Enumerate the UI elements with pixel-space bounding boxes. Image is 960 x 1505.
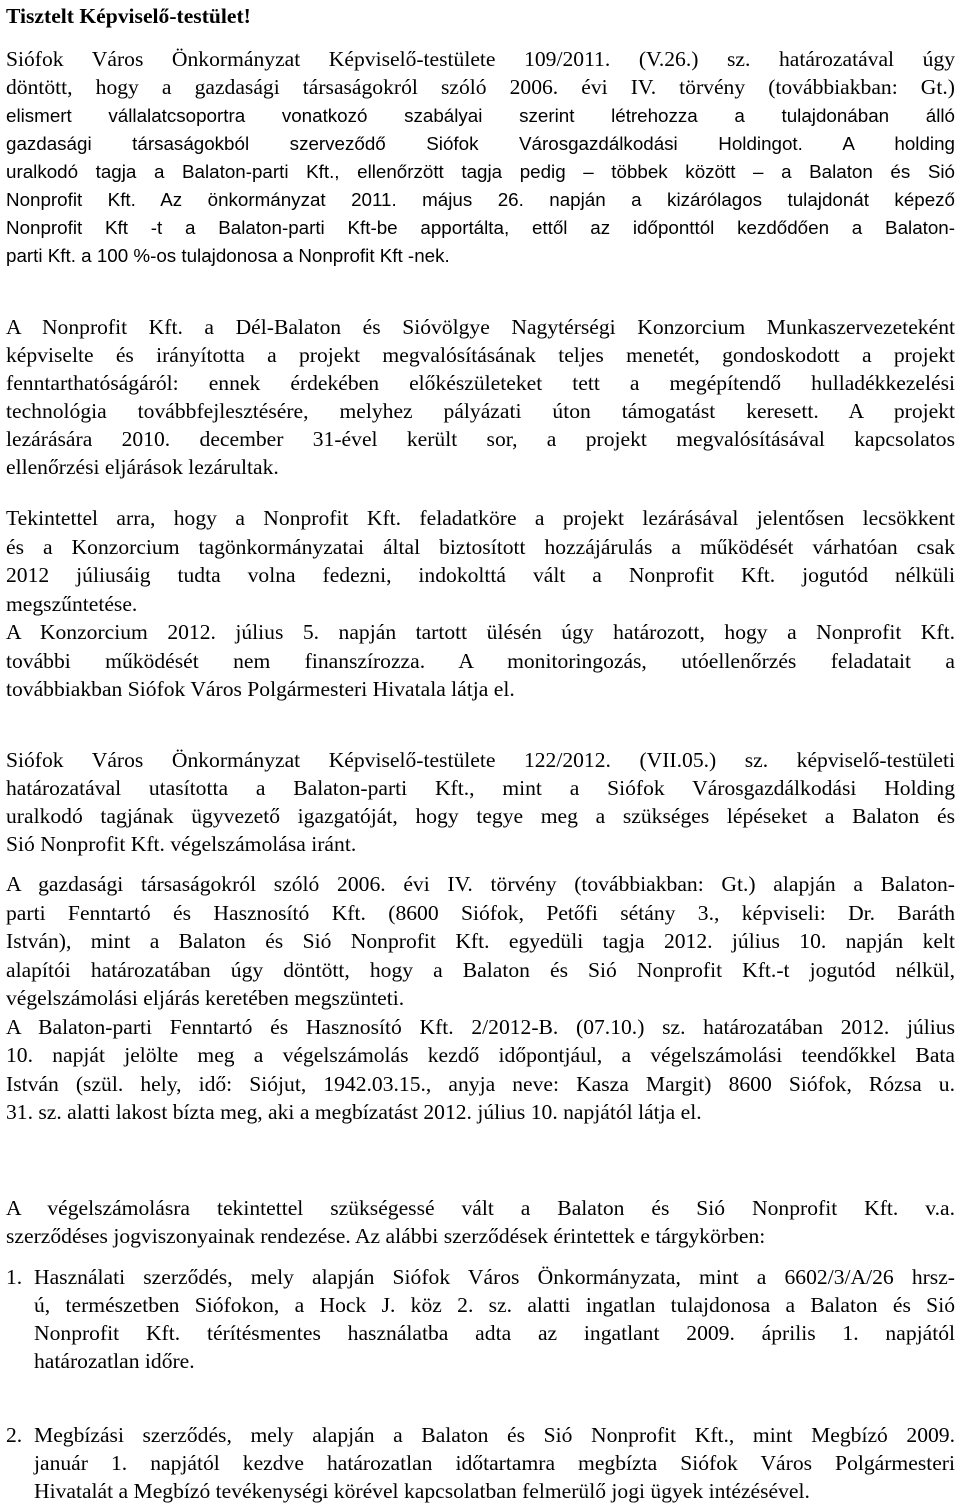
text-line [34, 1319, 955, 1347]
text-segment: döntött, hogy a gazdasági társaságokról szóló 2006. évi IV. törvény (továbbiakban: Gt.) [6, 75, 955, 99]
text-segment: Siófok Város Önkormányzat Képviselő-testülete 122/2012. (VII.05.) sz. képviselő-testületi [6, 748, 955, 772]
text-line [6, 1013, 955, 1041]
text-segment: A Konzorcium 2012. július 5. napján tartott ülésén úgy határozott, hogy a Nonprofit Kft. [6, 620, 955, 644]
text-segment: elismert vállalatcsoportra vonatkozó szabályai szerint létrehozza a tulajdonában álló [6, 105, 955, 126]
list-number: 2. [6, 1423, 23, 1447]
text-segment: parti Fenntartó és Hasznosító Kft. (8600 Siófok, Petőfi sétány 3., képviseli: Dr. Baráth [6, 900, 955, 925]
text-line [6, 369, 955, 397]
text-line [6, 899, 955, 927]
text-line [6, 45, 955, 73]
text-line [6, 157, 955, 185]
text-line [6, 927, 955, 955]
text-line [6, 453, 955, 481]
text-line [6, 313, 955, 341]
text-segment: 2012 júliusáig tudta volna fedezni, indokolttá vált a Nonprofit Kft. jogutód nélküli [6, 563, 955, 587]
text-segment: Nonprofit Kft -t a Balaton-parti Kft-be apportálta, ettől az időponttól kezdődően a Balaton- [6, 217, 955, 238]
text-line [6, 774, 955, 802]
text-segment: gazdasági társaságokból szerveződő Siófok Városgazdálkodási Holdingot. A holding [6, 133, 955, 154]
text-line [6, 956, 955, 984]
text-line [6, 561, 955, 589]
text-line [6, 746, 955, 774]
text-segment: képviselte és irányította a projekt megvalósításának teljes menetét, gondoskodott a projekt [6, 343, 955, 367]
text-line [6, 213, 955, 241]
text-line [34, 1263, 955, 1291]
text-segment: István), mint a Balaton és Sió Nonprofit Kft. egyedüli tagja 2012. július 10. napján kelt [6, 929, 955, 953]
text-line [6, 185, 955, 213]
text-segment: uralkodó tagjának ügyvezető igazgatóját, hogy tegye meg a szükséges lépéseket a Balaton és [6, 804, 955, 828]
text-line [6, 647, 955, 675]
text-line [6, 341, 955, 369]
text-line [6, 1041, 955, 1069]
text-segment: napján a kizárólagos tulajdonát képező [549, 189, 955, 210]
text-line [6, 1194, 955, 1222]
text-line [6, 802, 955, 830]
text-segment: határozatlan időre. [34, 1349, 195, 1373]
text-segment: határozatával utasította a Balaton-parti Kft., mint a Siófok Városgazdálkodási Holding [6, 776, 955, 800]
text-segment: szerződéses jogviszonyainak rendezése. Az alábbi szerződések érintettek e tárgykörben: [6, 1224, 766, 1248]
text-line [34, 1449, 955, 1477]
text-segment: megszűntetése. [6, 591, 138, 616]
text-line [34, 1477, 955, 1505]
text-segment: parti Kft. a 100 %-os tulajdonosa a Nonprofit Kft -nek. [6, 245, 450, 266]
text-segment: A Nonprofit Kft. a Dél-Balaton és Sióvölgye Nagytérségi Konzorcium Munkaszervezeteként [6, 315, 955, 339]
document-greeting: Tisztelt Képviselő-testület! [6, 4, 251, 28]
text-segment: Tekintettel arra, hogy a Nonprofit Kft. feladatköre a projekt lezárásával jelentősen lecsökkent [6, 506, 955, 530]
text-segment: Sió Nonprofit Kft. végelszámolása iránt. [6, 832, 357, 856]
text-line [34, 1421, 955, 1449]
text-line [34, 1291, 955, 1319]
text-segment: uralkodó tagja a Balaton-parti Kft., ellenőrzött tagja pedig – többek között – a Balaton és Sió [6, 161, 955, 182]
text-segment: végelszámolási eljárás keretében megszünteti. [6, 986, 405, 1010]
text-line [6, 504, 955, 532]
text-line [6, 533, 955, 561]
text-segment: A végelszámolásra tekintettel szükségessé vált a Balaton és Sió Nonprofit Kft. v.a. [6, 1196, 955, 1220]
text-segment: továbbiakban Siófok Város Polgármesteri Hivatala látja el. [6, 677, 515, 701]
text-segment: 31. sz. alatti lakost bízta meg, aki a megbízatást 2012. július 10. napjától látja el. [6, 1100, 702, 1124]
text-segment: Nonprofit Kft. térítésmentes használatba adta az ingatlant 2009. április 1. napjától [34, 1321, 955, 1345]
text-segment: Siófok Város Önkormányzat Képviselő-testülete 109/2011. (V.26.) sz. határozatával úgy [6, 47, 955, 71]
text-line [6, 590, 955, 618]
text-segment: Használati szerződés, mely alapján Siófok Város Önkormányzata, mint a 6602/3/A/26 hrsz- [34, 1265, 955, 1289]
text-segment: további működését nem finanszírozza. A monitoringozás, utóellenőrzés feladatait a [6, 648, 955, 673]
text-line [6, 425, 955, 453]
text-line [34, 1347, 955, 1375]
text-line [6, 984, 955, 1012]
text-segment: ú, természetben Siófokon, a Hock J. köz 2. sz. alatti ingatlan tulajdonosa a Balaton és Sió [34, 1293, 955, 1317]
text-segment: ellenőrzési eljárások lezárultak. [6, 455, 279, 479]
text-line [6, 241, 955, 269]
text-segment: alapítói határozatában úgy döntött, hogy a Balaton és Sió Nonprofit Kft.-t jogutód nélkül, [6, 957, 955, 982]
text-line [6, 101, 955, 129]
text-segment: A Balaton-parti Fenntartó és Hasznosító Kft. 2/2012-B. (07.10.) sz. határozatában 2012. július [6, 1014, 955, 1039]
text-segment: és a Konzorcium tagönkormányzatai által biztosított hozzájárulás a működését várhatóan csak [6, 534, 955, 559]
text-segment: Nonprofit Kft. Az önkormányzat 2011. május 26. [6, 189, 550, 210]
text-segment: január 1. napjától kezdve határozatlan időtartamra megbízta Siófok Város Polgármesteri [34, 1451, 955, 1475]
text-segment: 10. napját jelölte meg a végelszámolás kezdő időpontjául, a végelszámolási teendőkkel Bata [6, 1043, 955, 1067]
text-segment: Hivatalát a Megbízó tevékenységi körével kapcsolatban felmerülő jogi ügyek intézésével. [34, 1479, 810, 1503]
text-line [6, 1098, 955, 1126]
text-line [6, 129, 955, 157]
text-line [6, 73, 955, 101]
text-segment: István (szül. hely, idő: Siójut, 1942.03.15., anyja neve: Kasza Margit) 8600 Siófok, Rózsa u. [6, 1071, 955, 1096]
text-line [6, 675, 955, 703]
text-line [6, 397, 955, 425]
text-line [6, 830, 955, 858]
text-line [6, 1070, 955, 1098]
text-segment: fenntarthatóságáról: ennek érdekében előkészületeket tett a megépítendő hulladékkezelési [6, 371, 955, 395]
text-line [6, 1222, 955, 1250]
text-segment: technológia továbbfejlesztésére, melyhez pályázati úton támogatást keresett. A projekt [6, 399, 955, 423]
text-segment: Megbízási szerződés, mely alapján a Balaton és Sió Nonprofit Kft., mint Megbízó 2009. [34, 1423, 955, 1447]
text-segment: lezárására 2010. december 31-ével került sor, a projekt megvalósításával kapcsolatos [6, 427, 955, 451]
text-line [6, 618, 955, 646]
text-segment: A gazdasági társaságokról szóló 2006. évi IV. törvény (továbbiakban: Gt.) alapján a Balaton- [6, 872, 955, 896]
text-line [6, 870, 955, 898]
list-number: 1. [6, 1265, 23, 1289]
